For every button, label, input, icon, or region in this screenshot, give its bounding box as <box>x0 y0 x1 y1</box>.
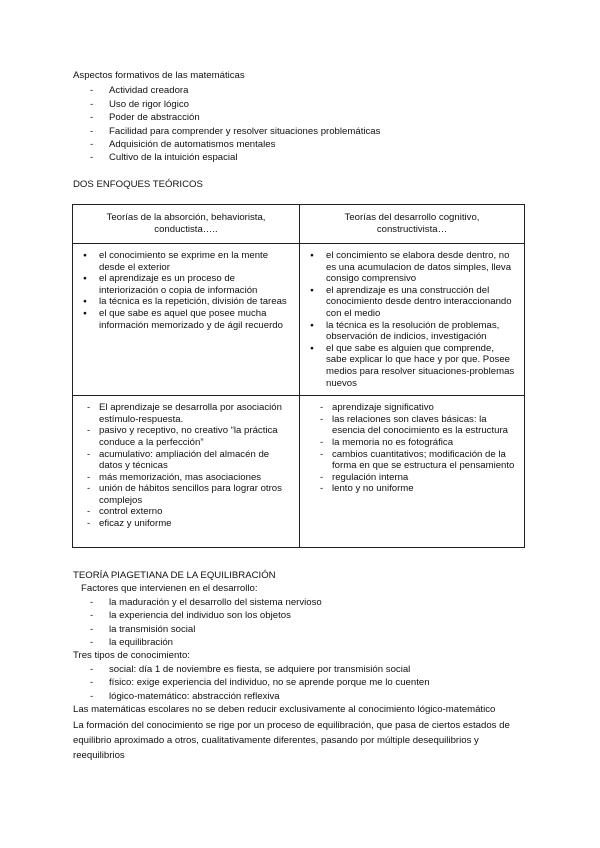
equilibracion-paragraph: La formación del conocimiento se rige por un proceso de equilibración, que pasa de ciertos estados de equilibrio aproximado a otros, cualitativamente diferentes, pasando por múltiple desequilibrios y reequilibrios <box>73 720 510 761</box>
aspectos-heading: Aspectos formativos de las matemáticas <box>73 70 245 81</box>
list-item: - Actividad creadora <box>73 84 533 97</box>
col2-bullets-cell <box>300 244 525 396</box>
list-item: ● el aprendizaje es un proceso de interiorización o copia de información <box>81 273 291 296</box>
list-item: - social: día 1 de noviembre es fiesta, se adquiere por transmisión social <box>73 663 533 676</box>
list-item: - eficaz y uniforme <box>85 518 291 530</box>
list-item: - acumulativo: ampliación del almacén de datos y técnicas <box>85 449 291 472</box>
list-item: - la equilibración <box>73 636 533 649</box>
list-item: - Adquisición de automatismos mentales <box>73 138 533 151</box>
col1-header: Teorías de la absorción, behaviorista, conductista….. <box>73 205 300 244</box>
col1-bullets-cell <box>73 244 300 396</box>
list-item: - lógico-matemático: abstracción reflexiva <box>73 690 533 703</box>
factores-label: Factores que intervienen en el desarrollo: <box>81 583 258 595</box>
list-item: - la experiencia del individuo son los objetos <box>73 609 533 622</box>
list-item: - la transmisión social <box>73 623 533 636</box>
list-item: - unión de hábitos sencillos para lograr otros complejos <box>85 483 291 506</box>
list-item: ● la técnica es la repetición, división de tareas <box>81 296 291 308</box>
aspectos-section <box>73 70 533 165</box>
enfoques-heading-block <box>73 179 533 191</box>
col2-dashes-cell <box>300 396 525 548</box>
list-item: - control externo <box>85 506 291 518</box>
col1-dash-list <box>85 402 291 530</box>
tipos-label: Tres tipos de conocimiento: <box>73 650 190 662</box>
list-item: - aprendizaje significativo <box>318 402 516 414</box>
list-item: - Cultivo de la intuición espacial <box>73 151 533 164</box>
list-item: - la memoria no es fotográfica <box>318 437 516 449</box>
list-item: ● el que sabe es alguien que comprende, sabe explicar lo que hace y por que. Posee medios para resolver situaciones-problemas nuevos <box>308 343 516 389</box>
list-item: ● el que sabe es aquel que posee mucha información memorizado y de ágil recuerdo <box>81 308 291 331</box>
list-item: - lento y no uniforme <box>318 483 516 495</box>
list-item: - Poder de abstracción <box>73 111 533 124</box>
conclusion-text: Las matemáticas escolares no se deben reducir exclusivamente al conocimiento lógico-matemático <box>73 704 496 716</box>
list-item: - Uso de rigor lógico <box>73 98 533 111</box>
aspectos-list <box>73 84 533 164</box>
list-item: ● el conocimiento se exprime en la mente desde el exterior <box>81 250 291 273</box>
col2-dash-list <box>318 402 516 495</box>
factores-list <box>73 596 533 650</box>
col2-bullet-list <box>308 250 516 389</box>
col2-header: Teorías del desarrollo cognitivo, constructivista… <box>300 205 525 244</box>
list-item: - la maduración y el desarrollo del sistema nervioso <box>73 596 533 609</box>
list-item: - más memorización, mas asociaciones <box>85 472 291 484</box>
col1-dashes-cell <box>73 396 300 548</box>
list-item: - físico: exige experiencia del individuo, no se aprende porque me lo cuenten <box>73 676 533 689</box>
list-item: ● el concimiento se elabora desde dentro, no es una acumulacion de datos simples, lleva consigo comprensivo <box>308 250 516 285</box>
list-item: - las relaciones son claves básicas: la esencia del conocimiento es la estructura <box>318 414 516 437</box>
list-item: - Facilidad para comprender y resolver situaciones problemáticas <box>73 125 533 138</box>
list-item: - cambios cuantitativos; modificación de la forma en que se estructura el pensamiento <box>318 449 516 472</box>
col1-bullet-list <box>81 250 291 331</box>
piaget-section <box>73 569 533 716</box>
list-item: - pasivo y receptivo, no creativo “la práctica conduce a la perfección” <box>85 425 291 448</box>
piaget-heading: TEORÍA PIAGETIANA DE LA EQUILIBRACIÓN <box>73 570 276 581</box>
tipos-list <box>73 663 533 703</box>
list-item: ● la técnica es la resolución de problemas, observación de indicios, investigación <box>308 320 516 343</box>
theories-table <box>72 204 525 548</box>
list-item: ● el aprendizaje es una construcción del conocimiento desde dentro interaccionando con el medio <box>308 285 516 320</box>
list-item: - El aprendizaje se desarrolla por asociación estímulo-respuesta. <box>85 402 291 425</box>
enfoques-heading: DOS ENFOQUES TEÓRICOS <box>73 179 203 190</box>
list-item: - regulación interna <box>318 472 516 484</box>
